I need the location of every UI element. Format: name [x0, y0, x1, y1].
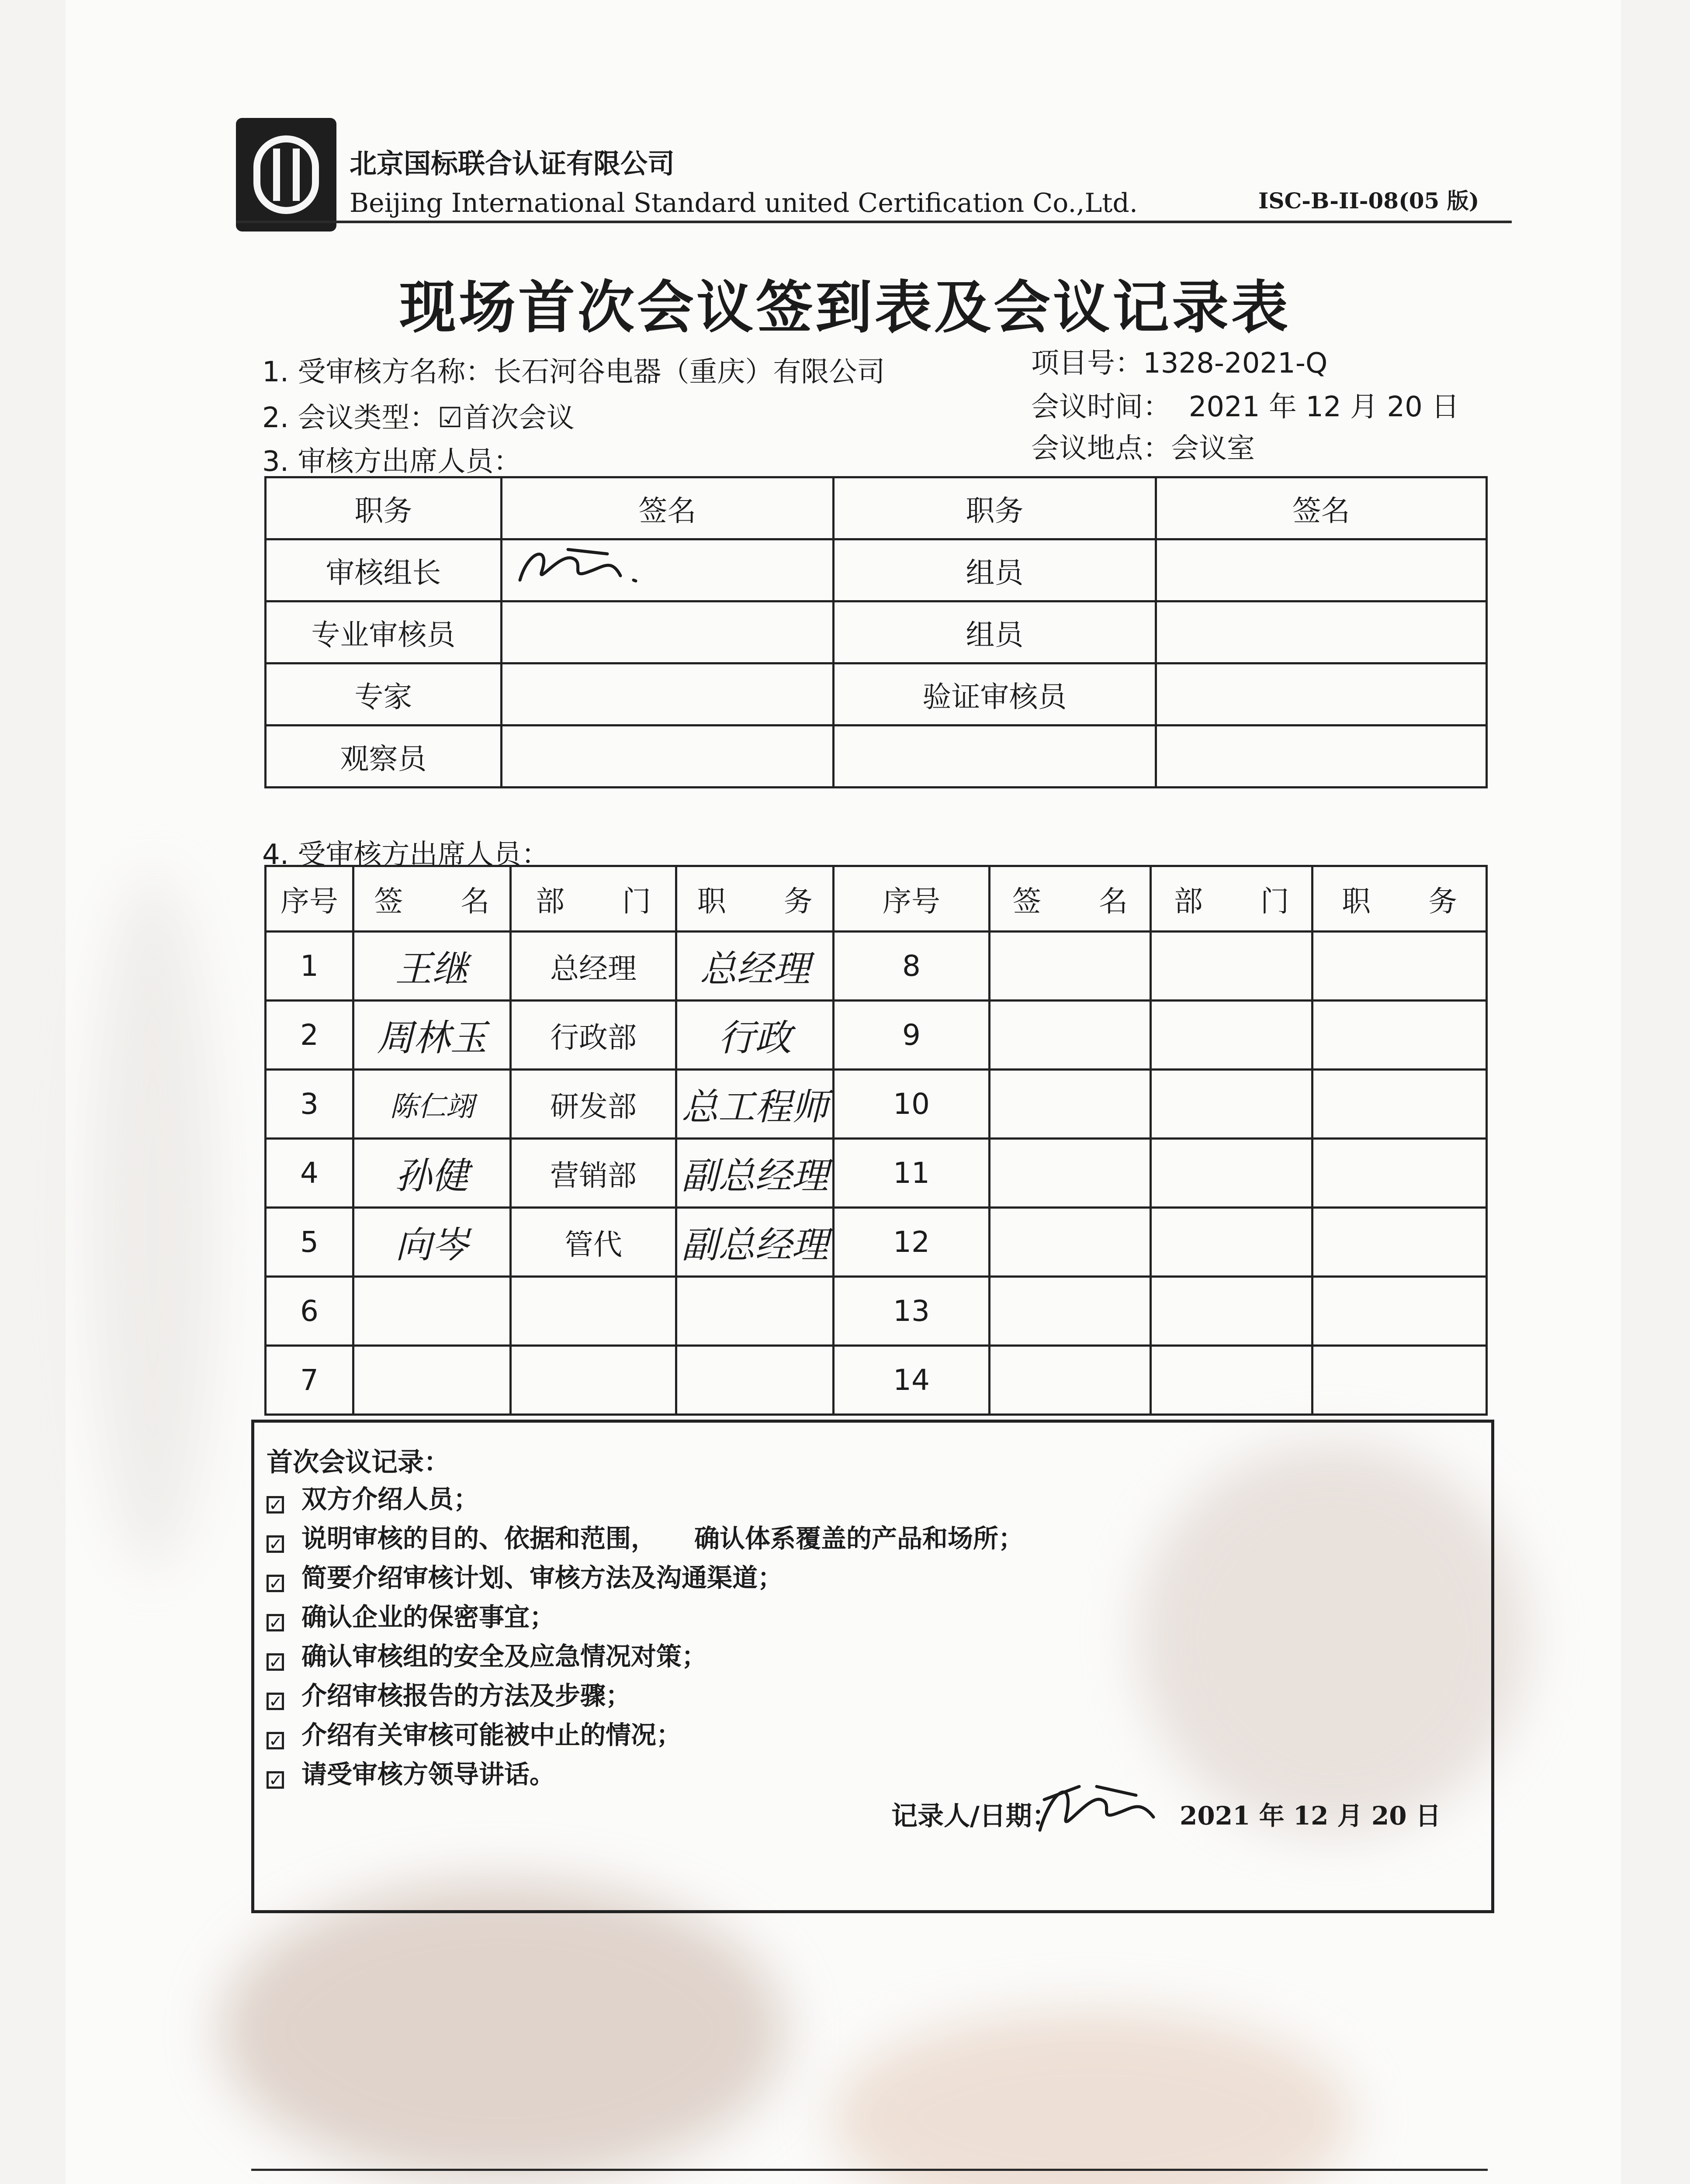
record-item — [267, 1675, 631, 1712]
attendee-signature — [989, 1346, 1151, 1415]
attendee-title — [1313, 1208, 1487, 1277]
record-item-text: 介绍有关审核可能被中止的情况； — [301, 1720, 682, 1750]
column-header: 部 门 — [1151, 866, 1313, 932]
table-row — [266, 932, 1487, 1001]
table-row — [266, 663, 1487, 726]
row-number: 12 — [834, 1208, 990, 1277]
table-row — [266, 1346, 1487, 1415]
record-item-text: 说明审核的目的、依据和范围， 确认体系覆盖的产品和场所； — [301, 1524, 1024, 1553]
row-number: 6 — [266, 1277, 353, 1346]
attendee-signature — [989, 1208, 1151, 1277]
project-no-line — [1031, 341, 1327, 381]
background-smudge — [218, 1878, 786, 2184]
signature-cell — [1156, 663, 1486, 726]
attendee-department — [1151, 1277, 1313, 1346]
table-row — [266, 601, 1487, 663]
meeting-place-value: 会议室 — [1171, 432, 1255, 465]
project-no-label: 项目号： — [1031, 347, 1143, 380]
attendee-title — [1313, 1070, 1487, 1139]
attendee-department — [510, 1346, 676, 1415]
row-number: 3 — [266, 1070, 353, 1139]
auditee-attendance-table — [264, 865, 1488, 1416]
team-leader-signature-icon — [502, 541, 647, 593]
project-no-value: 1328-2021-Q — [1143, 347, 1328, 380]
auditee-line — [262, 349, 885, 390]
attendee-department — [1151, 1001, 1313, 1070]
signature-cell — [501, 539, 833, 601]
attendee-title — [1313, 1139, 1487, 1208]
auditor-table-header — [266, 477, 1487, 539]
row-number: 2 — [266, 1001, 353, 1070]
attendee-signature: 周林玉 — [353, 1001, 510, 1070]
record-item-text: 双方介绍人员； — [301, 1484, 479, 1514]
column-header: 序号 — [266, 866, 353, 932]
meeting-time-label: 会议时间： — [1031, 391, 1171, 423]
row-number: 14 — [834, 1346, 990, 1415]
attendee-department — [1151, 1346, 1313, 1415]
meeting-type-label: 2. 会议类型： — [262, 402, 438, 434]
attendee-department: 研发部 — [510, 1070, 676, 1139]
role-cell: 专家 — [266, 663, 502, 726]
footer-divider — [251, 2169, 1488, 2171]
role-cell: 组员 — [834, 601, 1156, 663]
record-item-text: 介绍审核报告的方法及步骤； — [301, 1681, 631, 1711]
signature-cell — [1156, 601, 1486, 663]
column-header: 职 务 — [1313, 866, 1487, 932]
record-item — [267, 1754, 555, 1790]
role-cell: 专业审核员 — [266, 601, 502, 663]
record-item-text: 确认审核组的安全及应急情况对策； — [301, 1641, 707, 1671]
row-number: 10 — [834, 1070, 990, 1139]
table-row — [266, 539, 1487, 601]
column-header: 序号 — [834, 866, 990, 932]
row-number: 8 — [834, 932, 990, 1001]
record-item-text: 确认企业的保密事宜； — [301, 1602, 555, 1632]
checkbox-checked-icon: ✓ — [267, 1771, 284, 1789]
attendee-signature — [989, 932, 1151, 1001]
table-row — [266, 1277, 1487, 1346]
role-cell: 验证审核员 — [834, 663, 1156, 726]
checkbox-checked-icon: ✓ — [267, 1575, 284, 1592]
attendee-title: 副总经理 — [676, 1208, 834, 1277]
company-logo-icon — [236, 118, 336, 232]
meeting-type-line — [262, 395, 575, 435]
record-item — [267, 1714, 682, 1751]
attendee-department: 行政部 — [510, 1001, 676, 1070]
row-number: 7 — [266, 1346, 353, 1415]
attendee-signature: 孙健 — [353, 1139, 510, 1208]
table-row — [266, 726, 1487, 788]
column-header: 签 名 — [353, 866, 510, 932]
table-row — [266, 1208, 1487, 1277]
attendee-title: 行政 — [676, 1001, 834, 1070]
attendee-department: 管代 — [510, 1208, 676, 1277]
attendee-title — [1313, 1001, 1487, 1070]
signature-cell — [1156, 539, 1486, 601]
attendee-department — [1151, 932, 1313, 1001]
record-item-text: 简要介绍审核计划、审核方法及沟通渠道； — [301, 1563, 783, 1593]
meeting-place-line — [1031, 426, 1255, 466]
attendee-title: 总经理 — [676, 932, 834, 1001]
checkbox-checked-icon: ☑ — [437, 402, 463, 434]
checkbox-checked-icon: ✓ — [267, 1732, 284, 1749]
attendee-title — [1313, 1277, 1487, 1346]
row-number: 4 — [266, 1139, 353, 1208]
attendee-title: 总工程师 — [676, 1070, 834, 1139]
role-cell — [834, 726, 1156, 788]
auditee-value: 长石河谷电器（重庆）有限公司 — [493, 356, 885, 388]
row-number: 1 — [266, 932, 353, 1001]
row-number: 9 — [834, 1001, 990, 1070]
column-header: 部 门 — [510, 866, 676, 932]
meeting-record-title: 首次会议记录： — [267, 1447, 450, 1478]
record-item — [267, 1518, 1024, 1555]
record-item — [267, 1597, 555, 1633]
attendee-title: 副总经理 — [676, 1139, 834, 1208]
record-item-text: 请受审核方领导讲话。 — [301, 1759, 555, 1789]
attendee-department: 总经理 — [510, 932, 676, 1001]
role-cell: 组员 — [834, 539, 1156, 601]
signature-cell — [1156, 726, 1486, 788]
attendee-signature: 陈仁翊 — [353, 1070, 510, 1139]
document-code: ISC-B-II-08(05 版) — [1258, 188, 1479, 214]
meeting-type-value: 首次会议 — [462, 402, 575, 434]
background-smudge — [87, 874, 218, 1572]
column-header: 职 务 — [676, 866, 834, 932]
page-title: 现场首次会议签到表及会议记录表 — [399, 274, 1291, 341]
row-number: 5 — [266, 1208, 353, 1277]
role-cell: 观察员 — [266, 726, 502, 788]
column-header: 职务 — [266, 477, 502, 539]
record-date: 2021 年 12 月 20 日 — [1180, 1801, 1441, 1831]
recorder-label: 记录人/日期： — [891, 1801, 1058, 1832]
attendee-title — [676, 1346, 834, 1415]
column-header: 职务 — [834, 477, 1156, 539]
attendee-signature — [989, 1139, 1151, 1208]
row-number: 11 — [834, 1139, 990, 1208]
table-row — [266, 1070, 1487, 1139]
auditee-table-header — [266, 866, 1487, 932]
attendee-signature: 王继 — [353, 932, 510, 1001]
attendee-department — [1151, 1208, 1313, 1277]
attendee-department — [510, 1277, 676, 1346]
auditee-label: 1. 受审核方名称： — [262, 356, 494, 388]
header-divider — [236, 221, 1512, 223]
attendee-signature: 向岑 — [353, 1208, 510, 1277]
attendee-title — [1313, 1346, 1487, 1415]
meeting-time-line — [1031, 384, 1459, 425]
attendee-signature — [989, 1070, 1151, 1139]
record-item — [267, 1636, 707, 1673]
column-header: 签名 — [501, 477, 833, 539]
signature-cell — [501, 601, 833, 663]
row-number: 13 — [834, 1277, 990, 1346]
checkbox-checked-icon: ✓ — [267, 1496, 284, 1514]
auditor-attendees-label: 3. 审核方出席人员： — [262, 446, 522, 478]
recorder-signature-icon — [1027, 1769, 1167, 1843]
record-item — [267, 1557, 783, 1594]
column-header: 签名 — [1156, 477, 1486, 539]
auditor-attendance-table — [264, 476, 1488, 788]
record-item — [267, 1479, 479, 1515]
attendee-department: 营销部 — [510, 1139, 676, 1208]
meeting-place-label: 会议地点： — [1031, 432, 1171, 465]
attendee-title — [676, 1277, 834, 1346]
meeting-time-value: 2021 年 12 月 20 日 — [1188, 391, 1460, 423]
signature-cell — [501, 663, 833, 726]
signature-cell — [501, 726, 833, 788]
checkbox-checked-icon: ✓ — [267, 1535, 284, 1553]
attendee-signature — [989, 1001, 1151, 1070]
checkbox-checked-icon: ✓ — [267, 1653, 284, 1671]
attendee-title — [1313, 932, 1487, 1001]
table-row — [266, 1001, 1487, 1070]
company-name-en: Beijing International Standard united Certification Co.,Ltd. — [350, 188, 1138, 218]
auditee-attendees-label: 4. 受审核方出席人员： — [262, 839, 550, 871]
column-header: 签 名 — [989, 866, 1151, 932]
checkbox-checked-icon: ✓ — [267, 1693, 284, 1710]
attendee-signature — [989, 1277, 1151, 1346]
role-cell: 审核组长 — [266, 539, 502, 601]
attendee-department — [1151, 1070, 1313, 1139]
table-row — [266, 1139, 1487, 1208]
company-name-cn: 北京国标联合认证有限公司 — [350, 148, 675, 180]
attendee-signature — [353, 1277, 510, 1346]
checkbox-checked-icon: ✓ — [267, 1614, 284, 1631]
attendee-department — [1151, 1139, 1313, 1208]
attendee-signature — [353, 1346, 510, 1415]
